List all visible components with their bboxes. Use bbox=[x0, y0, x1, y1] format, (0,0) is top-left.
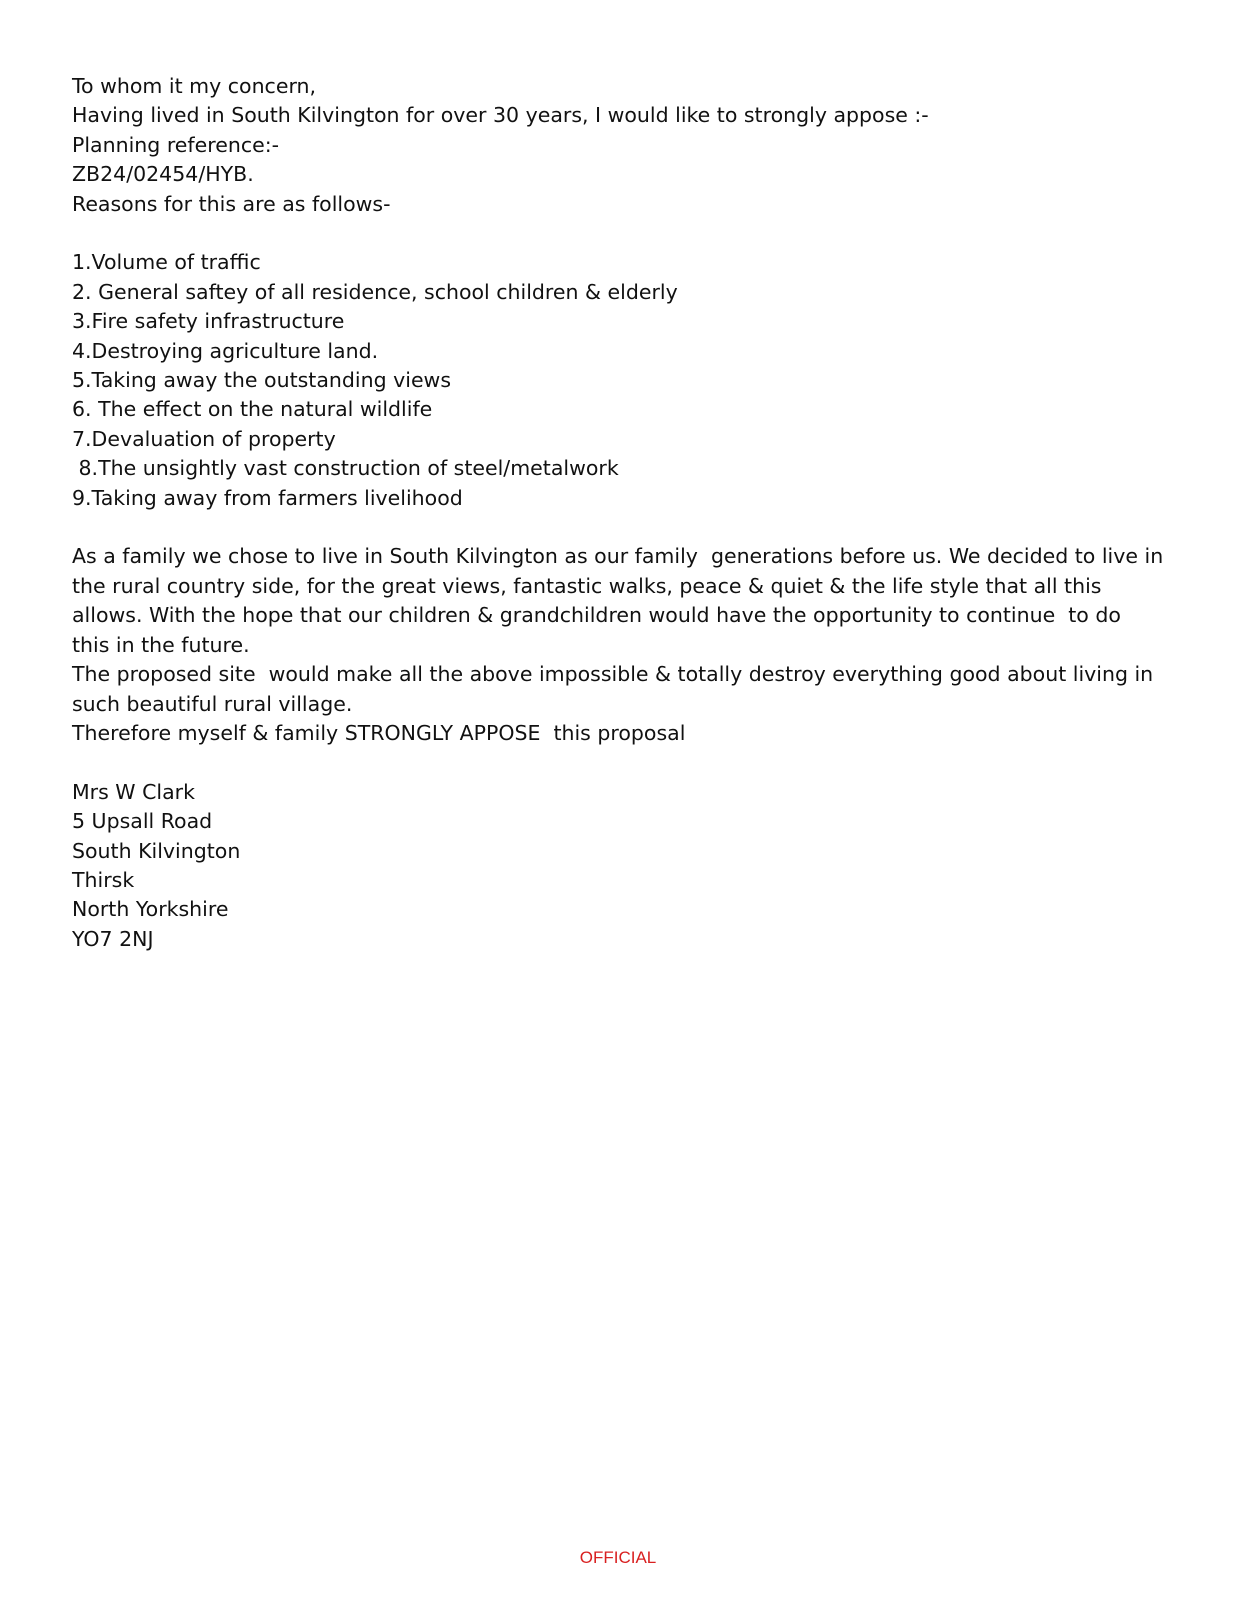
reason-item: 8.The unsightly vast construction of steel/metalwork bbox=[72, 456, 619, 481]
reason-item: 2. General saftey of all residence, school children & elderly bbox=[72, 279, 678, 304]
reasons-intro: Reasons for this are as follows- bbox=[72, 191, 391, 216]
address-line: North Yorkshire bbox=[72, 897, 229, 922]
reason-item: 1.Volume of traffic bbox=[72, 250, 261, 275]
signatory-name: Mrs W Clark bbox=[72, 779, 195, 804]
spacer bbox=[72, 748, 1164, 777]
address-line: Thirsk bbox=[72, 867, 135, 892]
reasons-list bbox=[72, 248, 1164, 513]
reason-item: 9.Taking away from farmers livelihood bbox=[72, 485, 463, 510]
reason-item: 6. The effect on the natural wildlife bbox=[72, 397, 433, 422]
body-paragraph: As a family we chose to live in South Kilvington as our family generations before us. We decided to live in the rural country side, for the great views, fantastic walks, peace & quiet & the life style that all this allows. With the hope that our children & grandchildren would have the opportunity to continue to do this in the future. bbox=[72, 544, 1170, 657]
classification-label: OFFICIAL bbox=[579, 1548, 657, 1567]
letter-body bbox=[72, 72, 1170, 954]
planning-reference-label: Planning reference:- bbox=[72, 132, 280, 157]
reason-item: 5.Taking away the outstanding views bbox=[72, 368, 451, 393]
reason-item: 4.Destroying agriculture land. bbox=[72, 338, 379, 363]
reason-item: 3.Fire safety infrastructure bbox=[72, 309, 345, 334]
body-paragraph: The proposed site would make all the above impossible & totally destroy everything good about living in such beautiful rural village. bbox=[72, 662, 1160, 716]
address-line: South Kilvington bbox=[72, 838, 241, 863]
closing-statement: Therefore myself & family STRONGLY APPOSE this proposal bbox=[72, 720, 686, 745]
salutation: To whom it my concern, bbox=[72, 74, 317, 98]
spacer bbox=[72, 219, 1164, 248]
address-line: 5 Upsall Road bbox=[72, 809, 213, 834]
intro-line: Having lived in South Kilvington for over 30 years, I would like to strongly appose :- bbox=[72, 103, 929, 128]
planning-reference-number: ZB24/02454/HYB. bbox=[72, 162, 254, 187]
spacer bbox=[72, 513, 1164, 542]
postcode: YO7 2NJ bbox=[72, 926, 154, 951]
signature-block bbox=[72, 778, 1164, 954]
reason-item: 7.Devaluation of property bbox=[72, 426, 336, 451]
